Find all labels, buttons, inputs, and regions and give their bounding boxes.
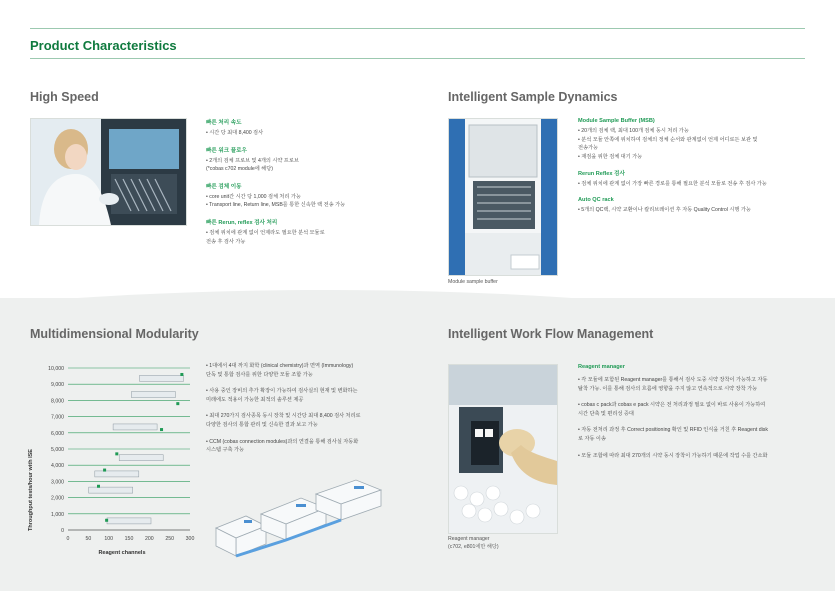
x-tick-label: 50 [85,536,92,542]
x-tick-label: 200 [145,536,154,542]
intelligent-sample-heading: Module Sample Buffer (MSB) [578,118,655,124]
multidimensional-bullet [206,362,426,379]
y-tick-label: 7,000 [51,414,64,421]
data-point [160,428,163,431]
multidimensional-line: 단독 및 통합 검사를 위한 다양한 모듈 조합 가능 [206,371,313,378]
high-speed-line: • Transport line, Return line, MSB를 통한 신속한 랙 전송 가능 [206,202,346,209]
multidimensional-line: 미래에도 적용이 가능한 최적의 솔루션 제공 [206,396,304,403]
workflow-text [578,364,810,468]
intelligent-sample-line: • 재검을 위한 검체 대기 가능 [578,153,643,160]
intelligent-sample-line: • 검체 위치에 관계 없이 가장 빠른 경로를 통해 필요한 분석 모듈로 전송 후 검사 가능 [578,181,767,188]
high-speed-group [206,146,406,174]
high-speed-heading: 빠른 검체 이동 [206,183,242,190]
workflow-title: Intelligent Work Flow Management [448,327,654,341]
y-tick-label: 4,000 [51,463,64,470]
y-axis-title: Throughput tests/hour with ISE [28,449,34,531]
workflow-line: 탈착 가능. 이를 통해 검사의 흐름에 영향을 주지 않고 연속적으로 시약 장착 가능 [578,385,758,392]
analyzer-config-mark [113,424,157,430]
y-tick-label: 8,000 [51,398,64,405]
high-speed-line: (*cobas c702 module에 해당) [206,166,273,173]
workflow-line: • cobas c pack과 cobas e pack 시약은 전 처리과정 필요 없이 바로 사용이 가능하여 [578,402,766,409]
lab-automation-illustration [206,468,402,568]
high-speed-group [206,218,406,246]
multidimensional-line: 시스템 구축 가능 [206,447,244,454]
intelligent-sample-title: Intelligent Sample Dynamics [448,90,618,104]
reagent-manager-caption [448,535,499,551]
top-rule [30,28,805,29]
x-tick-label: 100 [104,536,113,542]
workflow-line: 시간 단축 및 편리성 증대 [578,410,634,417]
y-tick-label: 1,000 [51,511,64,518]
module-sample-buffer-photo [448,118,558,276]
analyzer-config-mark [119,455,163,461]
high-speed-group [206,118,406,138]
y-tick-label: 5,000 [51,447,64,453]
y-tick-label: 2,000 [51,495,64,502]
intelligent-sample-group [578,197,808,215]
intelligent-sample-heading: Rerun Reflex 검사 [578,171,625,178]
analyzer-config-mark [95,471,139,477]
intelligent-sample-line: 전송가능 [578,145,599,152]
multidimensional-line: • 사용 중인 장비의 추가 확장이 가능하여 검사실의 현재 및 변화하는 [206,388,358,395]
y-tick-label: 10,000 [48,366,64,372]
workflow-bullet [578,376,810,393]
analyzer-config-mark [131,392,175,398]
intelligent-sample-line: • 5개의 QC랙, 시약 교환이나 칼리브레이션 후 자동 Quality Control 시행 가능 [578,206,751,213]
intelligent-sample-group [578,169,808,189]
y-tick-label: 3,000 [51,479,64,486]
reagent-manager-caption-line: Reagent manager [448,536,490,542]
data-point [97,485,100,488]
analyzer-config-mark [140,375,184,381]
analyzer-config-mark [89,487,133,493]
x-tick-label: 250 [165,536,174,542]
workflow-bullet [578,401,810,418]
analyzer-config-mark [107,518,151,524]
high-speed-line: • 검체 위치에 관계 없이 언제라도 필요한 분석 모듈로 [206,229,325,236]
x-tick-label: 150 [124,536,134,542]
y-tick-label: 0 [61,528,64,534]
data-point [115,452,118,455]
high-speed-heading: 빠른 처리 속도 [206,120,242,126]
module-sample-buffer-caption: Module sample buffer [448,279,498,285]
workflow-line: • 모듈 조합에 따라 최대 270개의 시약 동시 장착이 가능하기 때문에 작업 수를 간소화 [578,452,768,459]
reagent-manager-caption-line: (c702, e801에만 해당) [448,544,499,550]
y-tick-label: 6,000 [51,430,64,437]
reagent-manager-photo [448,364,558,534]
workflow-bullet [578,426,810,443]
x-tick-label: 300 [185,536,195,542]
intelligent-sample-heading: Auto QC rack [578,196,614,203]
title-rule [30,58,805,59]
intelligent-sample-line: • 분석 모듈 안쪽에 위치하여 검체의 정체 순서와 관계없이 언제 어디로든 보관 및 [578,136,758,143]
intelligent-sample-line: • 20개의 검체 랙, 최대 100개 검체 동시 처리 가능 [578,128,689,134]
workflow-line: • 각 모듈에 포함된 Reagent manager를 통해서 검사 도중 시약 장착이 가능하고 자동 [578,377,768,383]
y-tick-label: 9,000 [51,382,64,389]
workflow-bullet [578,452,810,461]
intelligent-sample-text [578,118,808,223]
multidimensional-line: • CCM (cobas connection modules)과의 연결을 통해 검사실 자동화 [206,438,359,445]
workflow-line: 로 자동 이송 [578,435,606,442]
high-speed-line: • 2개의 검체 프로브 및 4개의 시약 프로브 [206,157,299,164]
multidimensional-bullet [206,438,426,455]
wave-divider [0,280,835,320]
x-axis-title: Reagent channels [98,550,146,556]
throughput-chart [24,358,200,564]
multidimensional-text [206,362,426,463]
high-speed-title: High Speed [30,90,99,104]
data-point [176,402,179,405]
multidimensional-line: • 1대에서 4대 까지 화학 (clinical chemistry)과 면역 (Immunology) [206,363,354,369]
high-speed-line: • core unit간 시간 당 1,000 검체 처리 가능 [206,193,301,200]
multidimensional-title: Multidimensional Modularity [30,327,199,341]
x-tick-label: 0 [66,536,70,542]
multidimensional-line: 다양한 검사의 통합 관리 및 신속한 결과 보고 가능 [206,421,318,428]
multidimensional-line: • 최대 270가지 검사종목 동시 장착 및 시간당 최대 8,400 검사 처리로 [206,413,361,420]
data-point [105,519,108,522]
lab-technician-photo [30,118,187,226]
workflow-line: • 자동 전처리 과정 후 Correct positioning 확인 및 RFID 인식을 거친 후 Reagent disk [578,427,768,434]
high-speed-line: 전송 후 검사 가능 [206,238,246,245]
multidimensional-bullet [206,387,426,404]
high-speed-line: • 시간 당 최대 8,400 검사 [206,130,264,136]
high-speed-group [206,182,406,210]
data-point [180,373,183,376]
data-point [103,469,106,472]
workflow-heading: Reagent manager [578,364,625,370]
high-speed-heading: 빠른 Rerun, reflex 검사 처리 [206,219,278,226]
page-title: Product Characteristics [30,38,177,53]
high-speed-text [206,118,406,254]
high-speed-heading: 빠른 워크 플로우 [206,147,247,154]
intelligent-sample-group [578,118,808,161]
multidimensional-bullet [206,412,426,429]
